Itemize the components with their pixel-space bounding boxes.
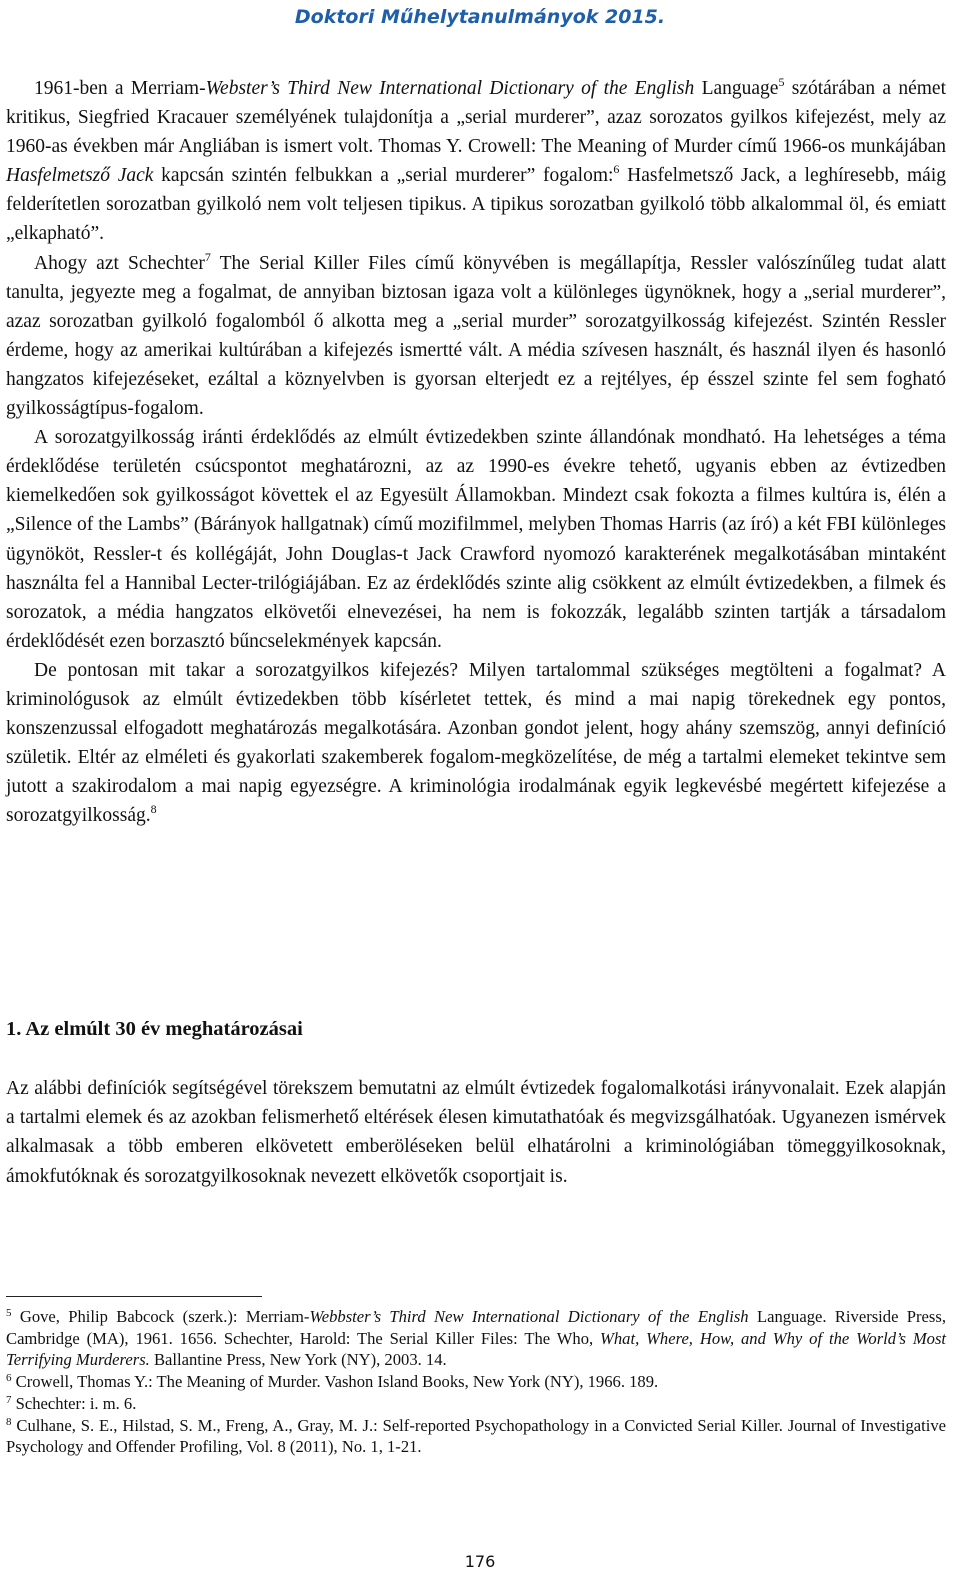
footnote-divider [6, 1296, 262, 1297]
section-intro-paragraph: Az alábbi definíciók segítségével törekszem bemutatni az elmúlt évtizedek fogalomalkotási irányvonalait. Ezek alapján a tartalmi elemek és az azokban felismerhető eltérések élesen kimutathatóak és megvizsgálhatóak. Ugyanezen ismérvek alkalmasak a több emberen elkövetett emberöléseken belül elhatárolni a kriminológiában tömeggyilkosoknak, ámokfutóknak és sorozatgyilkosoknak nevezett elkövetők csoportjait is. [6, 1078, 946, 1187]
paragraph-3: A sorozatgyilkosság iránti érdeklődés az elmúlt évtizedekben szinte állandónak mondható. Ha lehetséges a téma érdeklődése területén csúcspontot meghatározni, az az 1990-es évekre tehető, ugyanis ebben az évtizedben kiemelkedően sok gyilkosságot követtek el az Egyesült Államokban. Mindezt csak fokozta a filmes kultúra is, élén a „Silence of the Lambs” (Bárányok hallgatnak) című mozifilmmel, melyben Thomas Harris (az író) a két FBI különleges ügynököt, Ressler-t és kollégáját, John Douglas-t Jack Crawford nyomozó karakterének megalkotásában mintaként használta fel a Hannibal Lecter-trilógiájában. Ez az érdeklődés szinte alig csökkent az elmúlt évtizedekben, a filmek és sorozatok, a média hangzatos elkövetői elnevezései, ha nem is fokozzák, legalább szinten tartják a társadalom érdeklődését ezen borzasztó bűncselekmények kapcsán. [6, 427, 946, 652]
footnote-6-number: 6 [6, 1372, 12, 1385]
p2-text-b: The Serial Killer Files című könyvében is megállapítja, Ressler valószínűleg tudat alatt tanulta, jegyezte meg a fogalmat, de annyiban biztosan igaza volt a különleges ügynöknek, hogy a „serial murderer”, azaz sorozatban gyilkoló fogalomból ő alkotta meg a „serial murder” sorozatgyilkosság kifejezést. Szintén Ressler érdeme, hogy az amerikai kultúrában a kifejezés ismertté vált. A média szívesen használt, és használ ilyen és hasonló hangzatos kifejezéseket, ezáltal a köznyelvben is gyorsan elterjedt ez a rejtélyes, ép ésszel szinte fel sem fogható gyilkosságtípus-fogalom. [6, 252, 947, 420]
footnote-8 [6, 1415, 946, 1458]
p1-text-d: szótárában a német kritikus, Siegfried Kracauer személyének tulajdonítja a „serial murderer”, azaz sorozatos gyilkos kifejezést, mely az 1960-as években már Angliában is ismert volt. Thomas Y. Crowell: The Meaning of Murder című 1966-os munkájában [6, 78, 946, 158]
p1-text-a: 1961-ben a Merriam- [34, 78, 206, 99]
footnote-5-italic-d: What, Where, How, and Why of the World’s Most Terrifying Murderers. [6, 1328, 947, 1370]
footnote-7-number: 7 [6, 1393, 12, 1406]
footnote-5-italic-b: Webbster’s Third New International Dictionary of the English [309, 1307, 749, 1326]
p1-text-g: Hasfelmetsző Jack, a leghíresebb, máig felderítetlen sorozatban gyilkoló nem volt teljesen tipikus. A tipikus sorozatban gyilkoló több alkalommal öl, és emiatt „elkapható”. [6, 165, 946, 245]
journal-header: Doktori Műhelytanulmányok 2015. [294, 6, 666, 28]
p1-text-c: Language [694, 78, 779, 99]
footnote-ref-6[interactable]: 6 [613, 162, 620, 177]
paragraph-2 [6, 249, 946, 424]
footnote-ref-7[interactable]: 7 [204, 249, 211, 264]
section-heading: 1. Az elmúlt 30 év meghatározásai [6, 1018, 303, 1040]
p2-text-a: Ahogy azt Schechter [34, 252, 205, 274]
footnotes [6, 1306, 946, 1458]
p1-text-f: kapcsán szintén felbukkan a „serial murderer” fogalom: [153, 165, 614, 187]
p4-text: De pontosan mit takar a sorozatgyilkos kifejezés? Milyen tartalommal szükséges megtölteni a fogalmat? A kriminológusok az elmúlt évtizedekben több kísérletet tettek, és mind a mai napig törekednek egy pontos, konszenzussal elfogadott meghatározás megalkotására. Azonban gondot jelent, hogy ahány szemszög, annyi definíció születik. Eltér az elméleti és gyakorlati szakemberek fogalom-megközelítése, de még a tartalmi elemeket tekintve sem jutott a szakirodalom a mai napig egyezségre. A kriminológia irodalmának egyik legkevésbé megértett kifejezése a sorozatgyilkosság. [6, 659, 946, 827]
footnote-5-text-a: Gove, Philip Babcock (szerk.): Merriam- [11, 1307, 310, 1326]
footnote-ref-5[interactable]: 5 [778, 75, 785, 89]
footnote-5-text-e: Ballantine Press, New York (NY), 2003. 14. [149, 1350, 447, 1370]
footnote-8-number: 8 [6, 1415, 12, 1428]
footnote-5 [6, 1306, 946, 1371]
section-intro [6, 1074, 946, 1191]
footnote-8-text: Culhane, S. E., Hilstad, S. M., Freng, A., Gray, M. J.: Self-reported Psychopathology in a Convicted Serial Killer. Journal of Investigative Psychology and Offender Profiling, Vol. 8 (2011), No. 1, 1-21. [6, 1415, 946, 1457]
main-body [6, 74, 946, 830]
p1-jack-italic: Hasfelmetsző Jack [6, 165, 154, 187]
footnote-7-text: Schechter: i. m. 6. [11, 1393, 137, 1413]
page-number: 176 [464, 1552, 496, 1571]
footnote-5-number: 5 [6, 1307, 12, 1319]
footnote-7 [6, 1393, 946, 1415]
footnote-6-text: Crowell, Thomas Y.: The Meaning of Murder. Vashon Island Books, New York (NY), 1966. 189. [11, 1372, 659, 1392]
paragraph-4 [6, 656, 946, 831]
paragraph-1 [6, 74, 946, 249]
p1-dictionary-title: Webster’s Third New International Dictionary of the English [205, 78, 695, 99]
footnote-6 [6, 1371, 946, 1393]
footnote-ref-8[interactable]: 8 [150, 802, 157, 817]
footnote-5-text-c: Language. Riverside Press, Cambridge (MA), 1961. 1656. Schechter, Harold: The Serial Killer Files: The Who, [6, 1307, 946, 1348]
